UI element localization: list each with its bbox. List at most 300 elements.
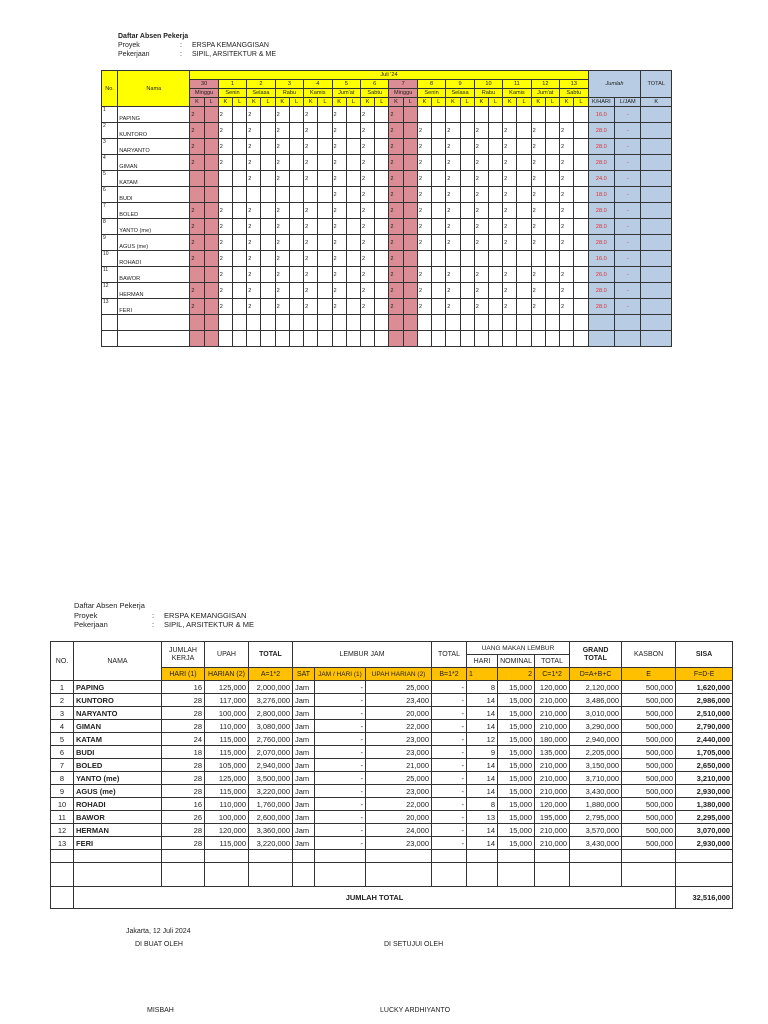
l-cell — [460, 155, 474, 171]
l-cell — [318, 235, 332, 251]
row-no — [102, 331, 118, 347]
payroll-hari: 16 — [162, 798, 205, 811]
payroll-total: 2,760,000 — [249, 733, 293, 746]
total-cell — [641, 251, 672, 267]
k-cell: 2 — [360, 299, 374, 315]
attendance-row — [102, 139, 672, 155]
att-no-header: No. — [102, 71, 118, 107]
formula-upah-harian: UPAH HARIAN (2) — [366, 668, 432, 681]
l-cell — [574, 251, 588, 267]
l-cell — [545, 139, 559, 155]
disetujui-label: DI SETUJUI OLEH — [384, 941, 444, 948]
khari-cell: 28.0 — [588, 203, 614, 219]
k-cell: 2 — [389, 139, 403, 155]
payroll-row — [51, 772, 733, 785]
k-cell: 2 — [531, 187, 545, 203]
k-cell: 2 — [275, 219, 289, 235]
payroll-um-hari: 14 — [467, 759, 498, 772]
payroll-upah-harian: 25,000 — [366, 681, 432, 694]
payroll-grand: 2,205,000 — [570, 746, 622, 759]
payroll-nama: BOLED — [74, 759, 162, 772]
payroll-grand: 2,940,000 — [570, 733, 622, 746]
k-cell: 2 — [304, 267, 318, 283]
payroll-nama: YANTO (me) — [74, 772, 162, 785]
l-cell — [233, 123, 247, 139]
k-cell: 2 — [503, 299, 517, 315]
l-cell — [233, 139, 247, 155]
l-header: L — [517, 98, 531, 107]
total-cell — [641, 235, 672, 251]
k-cell — [247, 331, 261, 347]
day-header: Sabtu — [560, 89, 589, 98]
k-cell — [218, 171, 232, 187]
l-cell — [204, 299, 218, 315]
payroll-um-hari: 14 — [467, 694, 498, 707]
col-sisa: SISA — [676, 642, 733, 668]
k-cell: 2 — [332, 219, 346, 235]
payroll-grand: 3,290,000 — [570, 720, 622, 733]
l-cell — [289, 171, 303, 187]
k-cell: 2 — [446, 187, 460, 203]
payroll-grand: 3,570,000 — [570, 824, 622, 837]
payroll-nama: PAPING — [74, 681, 162, 694]
l-cell — [517, 203, 531, 219]
k-cell — [531, 107, 545, 123]
total-cell — [641, 315, 672, 331]
payroll-sisa: 2,930,000 — [676, 837, 733, 850]
l-cell — [432, 331, 446, 347]
payroll-row — [51, 785, 733, 798]
payroll-grand: 3,150,000 — [570, 759, 622, 772]
payroll-um-total: 210,000 — [535, 772, 570, 785]
k-cell — [304, 187, 318, 203]
payroll-table — [50, 641, 733, 909]
k-cell: 2 — [417, 155, 431, 171]
payroll-jam: - — [315, 824, 366, 837]
l-cell — [233, 235, 247, 251]
payroll-total-lembur: - — [432, 772, 467, 785]
payroll-sat: Jam — [293, 720, 315, 733]
l-cell — [289, 235, 303, 251]
k-header: K — [417, 98, 431, 107]
k-cell — [190, 267, 204, 283]
attendance-row — [102, 235, 672, 251]
day-header: Kamis — [304, 89, 332, 98]
k-cell: 2 — [503, 203, 517, 219]
k-cell — [389, 315, 403, 331]
l-cell — [460, 203, 474, 219]
date-header: 4 — [304, 80, 332, 89]
l-cell — [233, 251, 247, 267]
k-cell: 2 — [190, 299, 204, 315]
k-cell: 2 — [332, 187, 346, 203]
khari-cell: 28.0 — [588, 219, 614, 235]
k-cell: 2 — [275, 203, 289, 219]
payroll-row — [51, 837, 733, 850]
khari-cell: 28.0 — [588, 155, 614, 171]
l-cell — [460, 235, 474, 251]
payroll-nama: KUNTORO — [74, 694, 162, 707]
khari-cell: 28.0 — [588, 283, 614, 299]
payroll-grand: 3,486,000 — [570, 694, 622, 707]
payroll-row — [51, 694, 733, 707]
payroll-um-total: 180,000 — [535, 733, 570, 746]
total-cell — [641, 331, 672, 347]
pekerjaan-value: SIPIL, ARSITEKTUR & ME — [164, 620, 255, 629]
row-nama — [118, 331, 190, 347]
k-cell — [275, 331, 289, 347]
col-nominal: NOMINAL — [498, 655, 535, 668]
row-no: 3 — [102, 139, 118, 155]
date-header: 7 — [389, 80, 417, 89]
attendance-row — [102, 299, 672, 315]
l-cell — [261, 171, 275, 187]
payroll-row — [51, 720, 733, 733]
k-cell: 2 — [560, 123, 574, 139]
payroll-grand: 3,710,000 — [570, 772, 622, 785]
k-cell: 2 — [446, 203, 460, 219]
payroll-grand: 3,430,000 — [570, 837, 622, 850]
l-cell — [375, 283, 389, 299]
l-cell — [545, 203, 559, 219]
khari-header: K/HARI — [588, 98, 614, 107]
day-header: Rabu — [275, 89, 303, 98]
l-cell — [403, 107, 417, 123]
k-cell — [446, 315, 460, 331]
l-header: L — [375, 98, 389, 107]
l-cell — [204, 187, 218, 203]
formula-sat: SAT — [293, 668, 315, 681]
l-cell — [233, 219, 247, 235]
payroll-nama: KATAM — [74, 733, 162, 746]
payroll-grand: 2,120,000 — [570, 681, 622, 694]
k-cell: 2 — [247, 283, 261, 299]
total-cell — [641, 219, 672, 235]
l-cell — [545, 171, 559, 187]
l-cell — [318, 187, 332, 203]
k-cell: 2 — [531, 299, 545, 315]
k-cell: 2 — [560, 155, 574, 171]
payroll-total: 2,070,000 — [249, 746, 293, 759]
payroll-hari: 28 — [162, 720, 205, 733]
k-cell: 2 — [304, 283, 318, 299]
k-cell — [474, 107, 488, 123]
payroll-row — [51, 707, 733, 720]
l-cell — [574, 139, 588, 155]
l-cell — [375, 139, 389, 155]
k-cell: 2 — [503, 155, 517, 171]
l-cell — [318, 267, 332, 283]
l-cell — [261, 283, 275, 299]
row-nama: ROHADI — [118, 251, 190, 267]
payroll-sisa: 2,510,000 — [676, 707, 733, 720]
k-cell: 2 — [389, 203, 403, 219]
att-nama-header: Nama — [118, 71, 190, 107]
payroll-upah: 115,000 — [205, 733, 249, 746]
col-grand-total: GRAND TOTAL — [570, 642, 622, 668]
l-header: L — [432, 98, 446, 107]
payroll-upah: 120,000 — [205, 824, 249, 837]
k-cell — [446, 107, 460, 123]
payroll-hari: 28 — [162, 785, 205, 798]
l-cell — [574, 235, 588, 251]
k-cell: 2 — [275, 107, 289, 123]
k-header: K — [190, 98, 204, 107]
payroll-upah: 100,000 — [205, 811, 249, 824]
k-cell: 2 — [360, 155, 374, 171]
payroll-total-lembur: - — [432, 720, 467, 733]
row-nama: GIMAN — [118, 155, 190, 171]
khari-cell: 28.0 — [588, 235, 614, 251]
payroll-kasbon: 500,000 — [622, 707, 676, 720]
l-cell — [545, 235, 559, 251]
k-cell: 2 — [304, 123, 318, 139]
payroll-grand: 1,880,000 — [570, 798, 622, 811]
k-cell: 2 — [190, 123, 204, 139]
k-cell: 2 — [531, 283, 545, 299]
l-cell — [318, 251, 332, 267]
total-header: TOTAL — [641, 71, 672, 98]
l-cell — [289, 139, 303, 155]
payroll-total: 3,276,000 — [249, 694, 293, 707]
l-cell — [318, 123, 332, 139]
l-cell — [517, 267, 531, 283]
row-no: 9 — [102, 235, 118, 251]
l-cell — [318, 203, 332, 219]
l-cell — [545, 315, 559, 331]
khari-cell: 18.0 — [588, 187, 614, 203]
k-cell — [503, 107, 517, 123]
payroll-total: 2,800,000 — [249, 707, 293, 720]
k-cell — [332, 315, 346, 331]
payroll-um-hari: 14 — [467, 707, 498, 720]
l-cell — [574, 267, 588, 283]
l-cell — [403, 187, 417, 203]
l-cell — [204, 123, 218, 139]
l-cell — [375, 315, 389, 331]
payroll-um-total: 210,000 — [535, 785, 570, 798]
payroll-hari: 28 — [162, 824, 205, 837]
l-cell — [517, 139, 531, 155]
payroll-sisa: 2,790,000 — [676, 720, 733, 733]
k-cell: 2 — [360, 219, 374, 235]
k-cell — [474, 331, 488, 347]
l-cell — [432, 315, 446, 331]
l-cell — [574, 219, 588, 235]
payroll-um-hari: 14 — [467, 824, 498, 837]
k-cell — [503, 331, 517, 347]
k-cell: 2 — [417, 123, 431, 139]
k-cell: 2 — [304, 219, 318, 235]
l-cell — [318, 155, 332, 171]
k-cell: 2 — [247, 107, 261, 123]
l-cell — [545, 251, 559, 267]
ljam-cell: - — [615, 251, 641, 267]
k-cell: 2 — [417, 235, 431, 251]
attendance-row — [102, 219, 672, 235]
empty-row — [102, 315, 672, 331]
payroll-upah-harian: 23,000 — [366, 837, 432, 850]
payroll-jam: - — [315, 772, 366, 785]
k-cell: 2 — [332, 283, 346, 299]
attendance-row — [102, 283, 672, 299]
payroll-kasbon: 500,000 — [622, 811, 676, 824]
payroll-nama: HERMAN — [74, 824, 162, 837]
l-cell — [375, 235, 389, 251]
payroll-nama: GIMAN — [74, 720, 162, 733]
payroll-jam: - — [315, 759, 366, 772]
l-cell — [488, 331, 502, 347]
formula-f: F=D-E — [676, 668, 733, 681]
ljam-cell — [615, 315, 641, 331]
payroll-sisa: 3,210,000 — [676, 772, 733, 785]
khari-cell: 28.0 — [588, 123, 614, 139]
k-cell: 2 — [190, 283, 204, 299]
k-cell: 2 — [389, 123, 403, 139]
payroll-upah-harian: 20,000 — [366, 811, 432, 824]
k-cell: 2 — [503, 187, 517, 203]
k-cell — [503, 315, 517, 331]
l-cell — [318, 315, 332, 331]
date-header: 1 — [218, 80, 246, 89]
l-header: L — [488, 98, 502, 107]
payroll-grand: 3,010,000 — [570, 707, 622, 720]
l-cell — [375, 123, 389, 139]
k-cell: 2 — [560, 171, 574, 187]
k-cell — [417, 251, 431, 267]
payroll-header — [74, 601, 254, 630]
l-cell — [432, 251, 446, 267]
attendance-table — [101, 70, 672, 347]
proyek-label: Proyek — [118, 42, 140, 49]
l-cell — [233, 331, 247, 347]
payroll-nominal: 15,000 — [498, 772, 535, 785]
k-cell: 2 — [247, 123, 261, 139]
l-cell — [517, 283, 531, 299]
l-cell — [375, 299, 389, 315]
l-cell — [403, 283, 417, 299]
k-cell: 2 — [560, 283, 574, 299]
payroll-jam: - — [315, 785, 366, 798]
l-cell — [204, 331, 218, 347]
k-cell: 2 — [275, 139, 289, 155]
row-no: 5 — [102, 171, 118, 187]
payroll-total: 3,220,000 — [249, 785, 293, 798]
payroll-total-lembur: - — [432, 707, 467, 720]
attendance-title: Daftar Absen Pekerja — [118, 33, 189, 40]
payroll-sat: Jam — [293, 694, 315, 707]
total-cell — [641, 123, 672, 139]
l-header: L — [261, 98, 275, 107]
empty-row — [102, 331, 672, 347]
payroll-um-hari: 14 — [467, 785, 498, 798]
payroll-upah: 125,000 — [205, 681, 249, 694]
k-cell: 2 — [332, 139, 346, 155]
k-cell: 2 — [218, 203, 232, 219]
payroll-total-lembur: - — [432, 694, 467, 707]
separator: : — [180, 51, 182, 58]
l-cell — [432, 139, 446, 155]
payroll-sisa: 2,440,000 — [676, 733, 733, 746]
k-cell: 2 — [560, 203, 574, 219]
row-nama: BOLED — [118, 203, 190, 219]
payroll-nominal: 15,000 — [498, 694, 535, 707]
col-total-makan: TOTAL — [535, 655, 570, 668]
payroll-jam: - — [315, 746, 366, 759]
ljam-cell: - — [615, 283, 641, 299]
l-cell — [574, 331, 588, 347]
payroll-upah: 125,000 — [205, 772, 249, 785]
khari-cell: 16.0 — [588, 107, 614, 123]
l-cell — [432, 299, 446, 315]
k-cell — [190, 331, 204, 347]
k-cell — [417, 107, 431, 123]
proyek-label: Proyek — [74, 610, 98, 620]
k-cell: 2 — [474, 171, 488, 187]
l-cell — [517, 187, 531, 203]
k-cell: 2 — [446, 155, 460, 171]
l-cell — [346, 139, 360, 155]
payroll-upah-harian: 25,000 — [366, 772, 432, 785]
payroll-um-total: 195,000 — [535, 811, 570, 824]
k-cell: 2 — [531, 139, 545, 155]
l-cell — [545, 123, 559, 139]
payroll-kasbon: 500,000 — [622, 681, 676, 694]
l-cell — [403, 315, 417, 331]
l-cell — [261, 315, 275, 331]
payroll-total-lembur: - — [432, 824, 467, 837]
payroll-sat: Jam — [293, 837, 315, 850]
payroll-hari: 28 — [162, 837, 205, 850]
k-cell: 2 — [389, 171, 403, 187]
k-cell: 2 — [531, 155, 545, 171]
l-cell — [375, 171, 389, 187]
l-cell — [460, 331, 474, 347]
payroll-jam: - — [315, 681, 366, 694]
jumlah-total-value: 32,516,000 — [676, 887, 733, 909]
l-cell — [460, 171, 474, 187]
l-cell — [403, 267, 417, 283]
k-cell: 2 — [474, 123, 488, 139]
payroll-nominal: 15,000 — [498, 811, 535, 824]
l-cell — [517, 123, 531, 139]
payroll-upah-harian: 22,000 — [366, 798, 432, 811]
l-header: L — [318, 98, 332, 107]
row-no: 2 — [102, 123, 118, 139]
l-cell — [375, 219, 389, 235]
l-cell — [346, 187, 360, 203]
row-nama: YANTO (me) — [118, 219, 190, 235]
k-cell: 2 — [190, 155, 204, 171]
l-cell — [204, 283, 218, 299]
formula-e: E — [622, 668, 676, 681]
l-cell — [403, 203, 417, 219]
payroll-nominal: 15,000 — [498, 746, 535, 759]
payroll-upah-harian: 23,000 — [366, 746, 432, 759]
col-uang-makan: UANG MAKAN LEMBUR — [467, 642, 570, 655]
k-cell: 2 — [218, 283, 232, 299]
k-cell: 2 — [190, 235, 204, 251]
k-cell: 2 — [417, 171, 431, 187]
ljam-cell: - — [615, 219, 641, 235]
k-cell — [218, 331, 232, 347]
k-cell: 2 — [275, 251, 289, 267]
k-cell: 2 — [275, 283, 289, 299]
ljam-cell: - — [615, 267, 641, 283]
l-cell — [289, 219, 303, 235]
k-cell: 2 — [360, 235, 374, 251]
l-cell — [460, 139, 474, 155]
